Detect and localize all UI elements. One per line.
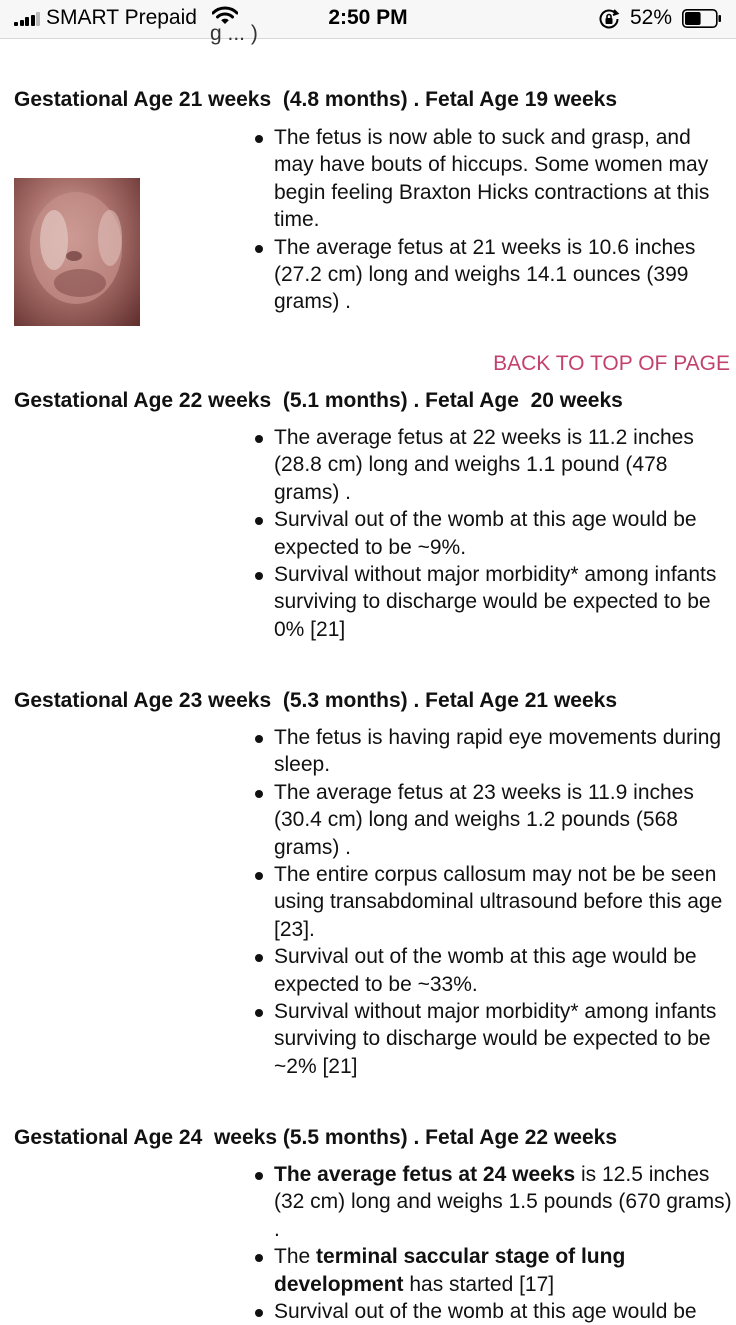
- list-item: The average fetus at 22 weeks is 11.2 inches (28.8 cm) long and weighs 1.1 pound (478 grams) .: [250, 424, 736, 506]
- facts-list-23-weeks: [250, 724, 736, 1080]
- battery-icon: [682, 9, 722, 28]
- battery-percentage: 52%: [630, 6, 673, 29]
- list-item: Survival out of the womb at this age would be expected to be ~9%.: [250, 506, 736, 561]
- list-item: The fetus is having rapid eye movements during sleep.: [250, 724, 736, 779]
- list-item: Survival out of the womb at this age would be expected to be ~33%.: [250, 943, 736, 998]
- list-item-text: has started [17]: [403, 1272, 555, 1296]
- facts-list-21-weeks: [250, 124, 736, 316]
- clipped-text-fragment: g ... ): [210, 22, 258, 45]
- facts-list-22-weeks: [250, 424, 736, 643]
- section-heading-24-weeks: Gestational Age 24 weeks (5.5 months) . Fetal Age 22 weeks: [14, 1126, 618, 1149]
- list-item: [250, 1243, 736, 1298]
- fetus-ultrasound-image: [14, 178, 140, 326]
- status-bar: [0, 0, 736, 39]
- section-heading-21-weeks: Gestational Age 21 weeks (4.8 months) . Fetal Age 19 weeks: [14, 88, 618, 111]
- list-item: The average fetus at 21 weeks is 10.6 inches (27.2 cm) long and weighs 14.1 ounces (399 grams) .: [250, 234, 736, 316]
- list-item: The entire corpus callosum may not be be seen using transabdominal ultrasound before this age [23].: [250, 861, 736, 943]
- orientation-lock-icon: [598, 8, 620, 30]
- list-item: Survival without major morbidity* among infants surviving to discharge would be expected to be ~2% [21]: [250, 998, 736, 1080]
- list-item-text: The: [274, 1245, 317, 1269]
- section-heading-22-weeks: Gestational Age 22 weeks (5.1 months) . Fetal Age 20 weeks: [14, 389, 623, 412]
- facts-list-24-weeks: [250, 1161, 736, 1325]
- list-item: The average fetus at 23 weeks is 11.9 inches (30.4 cm) long and weighs 1.2 pounds (568 grams) .: [250, 779, 736, 861]
- list-item: Survival out of the womb at this age would be: [250, 1298, 736, 1325]
- list-item-text: is 12.5 inches (32 cm) long and weighs 1.5 pounds (670 grams) .: [274, 1163, 732, 1241]
- clock: 2:50 PM: [328, 6, 408, 29]
- bold-text: The average fetus at 24 weeks: [274, 1163, 576, 1186]
- list-item: The fetus is now able to suck and grasp, and may have bouts of hiccups. Some women may begin feeling Braxton Hicks contractions at this time.: [250, 124, 736, 234]
- section-heading-23-weeks: Gestational Age 23 weeks (5.3 months) . Fetal Age 21 weeks: [14, 689, 618, 712]
- list-item: [250, 1161, 736, 1243]
- bold-text: terminal saccular stage of lung development: [274, 1245, 626, 1296]
- back-to-top-link[interactable]: BACK TO TOP OF PAGE: [493, 352, 730, 375]
- carrier-name: SMART Prepaid: [46, 6, 197, 29]
- list-item: Survival without major morbidity* among infants surviving to discharge would be expected to be 0% [21]: [250, 561, 736, 643]
